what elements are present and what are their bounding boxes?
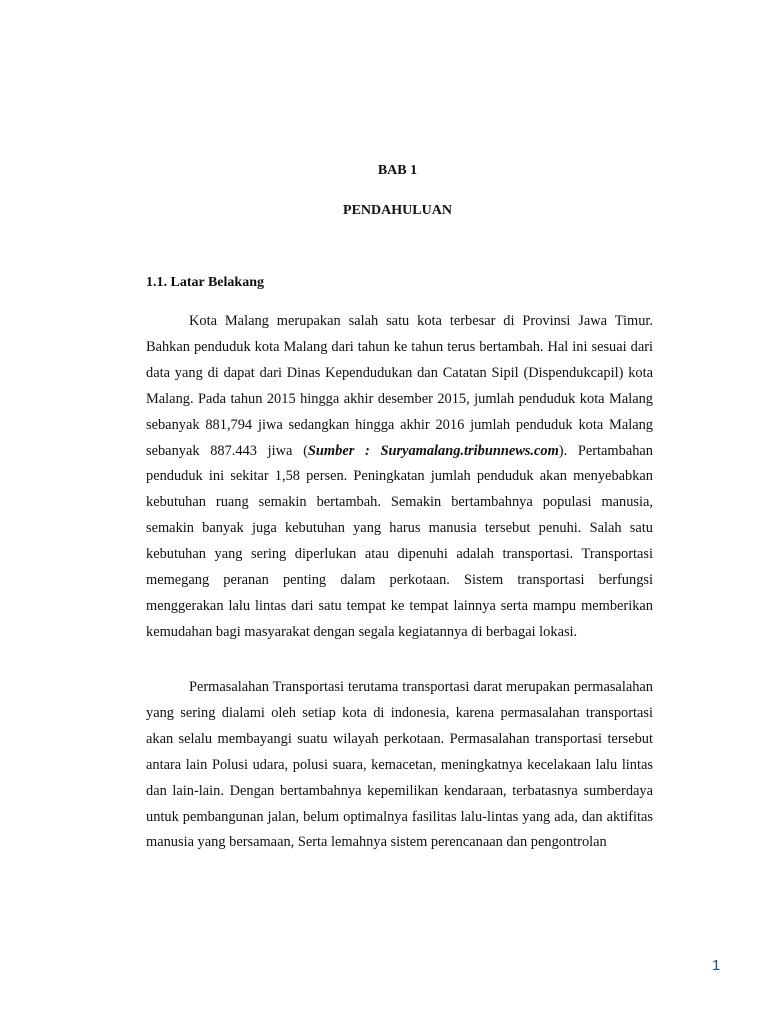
section-heading: 1.1. Latar Belakang — [146, 275, 264, 290]
paragraph-1-text-after: ). Pertambahan penduduk ini sekitar 1,58 persen. Peningkatan jumlah penduduk akan menyebabkan kebutuhan ruang semakin bertambah. Semakin bertambahnya populasi manusia, semakin banyak juga kebutuhan yang harus manusia tersebut penuhi. Salah satu kebutuhan yang sering diperlukan atau dipenuhi adalah transportasi. Transportasi memegang peranan penting dalam perkotaan. Sistem transportasi berfungsi menggerakan lalu lintas dari satu tempat ke tempat lainnya serta mampu memberikan kemudahan bagi masyarakat dengan segala kegiatannya di berbagai lokasi. — [146, 442, 653, 640]
paragraph-2 — [146, 675, 653, 856]
paragraph-2-text: Permasalahan Transportasi terutama transportasi darat merupakan permasalahan yang sering dialami oleh setiap kota di indonesia, karena permasalahan transportasi akan selalu membayangi suatu wilayah perkotaan. Permasalahan transportasi tersebut antara lain Polusi udara, polusi suara, kemacetan, meningkatnya kecelakaan lalu lintas dan lain-lain. Dengan bertambahnya kepemilikan kendaraan, terbatasnya sumberdaya untuk pembangunan jalan, belum optimalnya fasilitas lalu-lintas yang ada, dan aktifitas manusia yang bersamaan, Serta lemahnya sistem perencanaan dan pengontrolan — [146, 679, 653, 851]
paragraph-1 — [146, 309, 653, 646]
page-number: 1 — [712, 957, 721, 974]
source-citation: Sumber : Suryamalang.tribunnews.com — [307, 442, 559, 459]
paragraph-1-text-before: Kota Malang merupakan salah satu kota terbesar di Provinsi Jawa Timur. Bahkan penduduk kota Malang dari tahun ke tahun terus bertambah. Hal ini sesuai dari data yang di dapat dari Dinas Kependudukan dan Catatan Sipil (Dispendukcapil) kota Malang. Pada tahun 2015 hingga akhir desember 2015, jumlah penduduk kota Malang sebanyak 881,794 jiwa sedangkan hingga akhir 2016 jumlah penduduk kota Malang sebanyak 887.443 jiwa ( — [146, 313, 653, 459]
chapter-label: BAB 1 — [377, 163, 418, 178]
chapter-title: PENDAHULUAN — [343, 203, 452, 218]
